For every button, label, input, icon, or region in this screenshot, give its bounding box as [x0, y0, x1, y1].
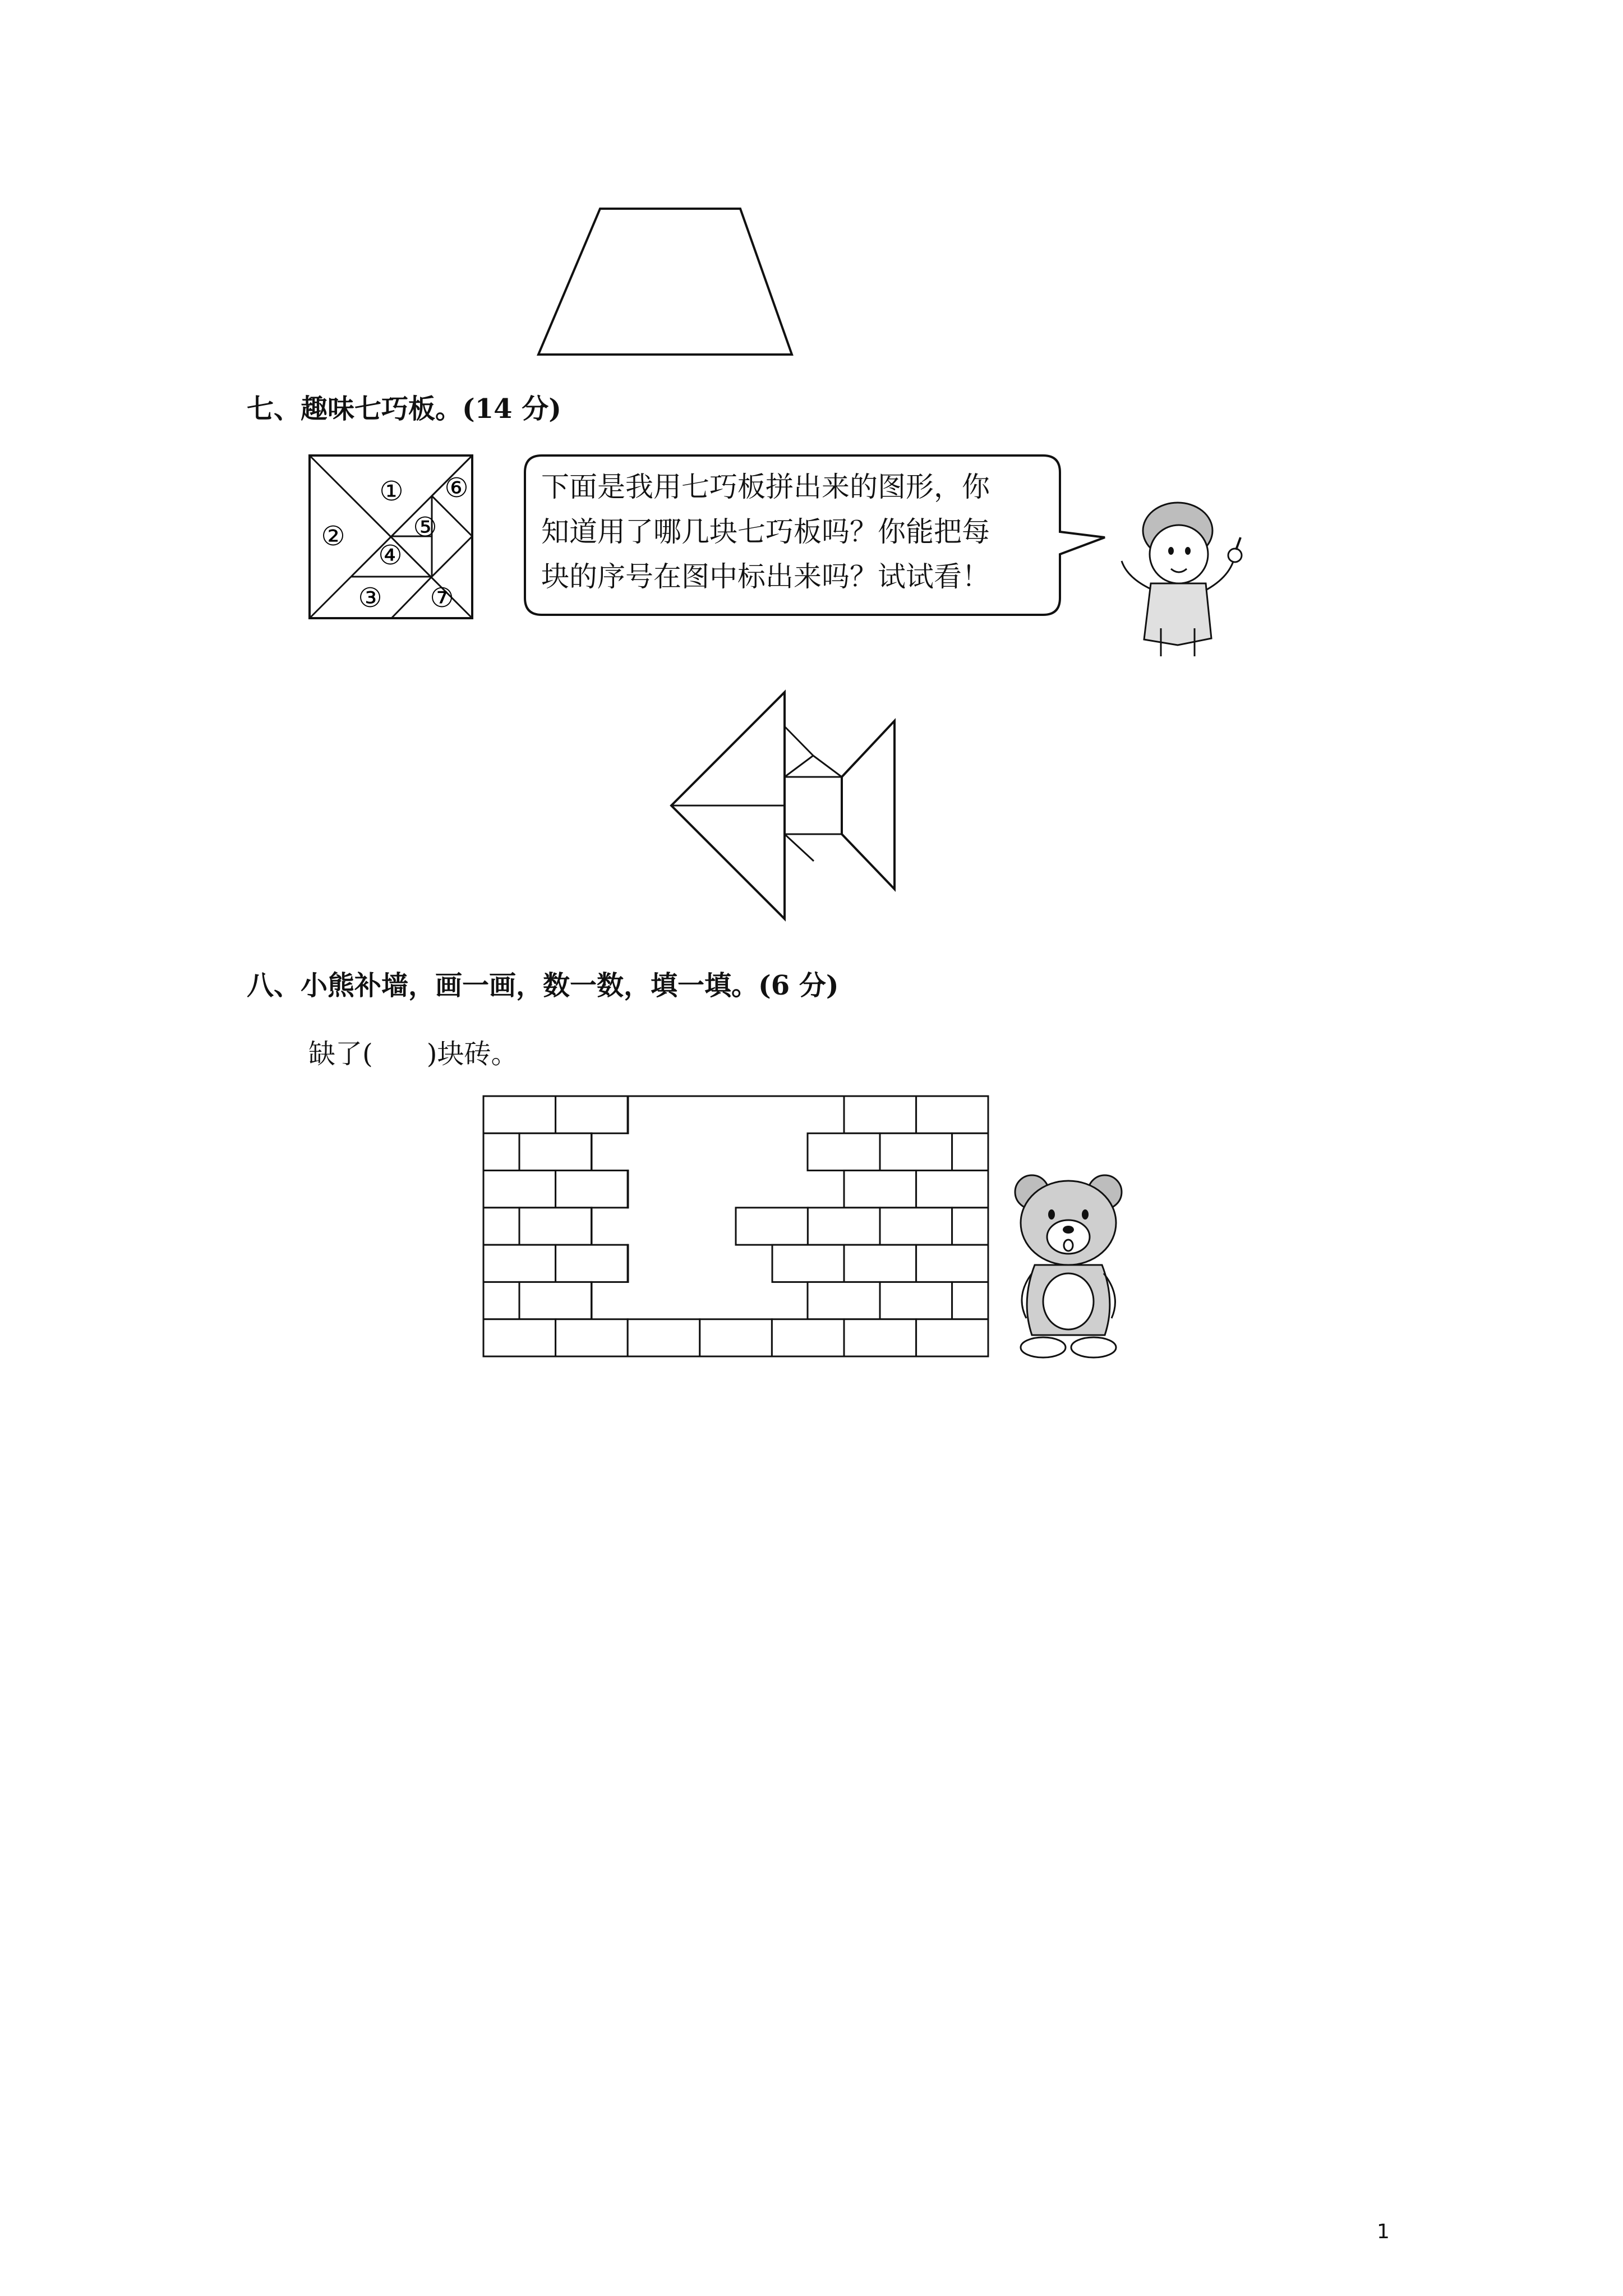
brick-wall [481, 1094, 997, 1363]
boy-pointing-icon [1116, 494, 1251, 662]
section-8-heading: 八、小熊补墙，画一画，数一数，填一填。(6 分) [247, 970, 839, 1001]
brick [916, 1319, 988, 1356]
speech-line-2: 知道用了哪几块七巧板吗？你能把每 [541, 516, 990, 548]
brick [736, 1208, 808, 1245]
brick [556, 1319, 628, 1356]
bear-icon [1009, 1167, 1144, 1369]
page-number: 1 [1377, 2220, 1390, 2243]
brick [772, 1319, 844, 1356]
tangram-reference [308, 454, 477, 623]
brick [556, 1245, 628, 1282]
brick [844, 1171, 916, 1208]
tangram-label-5: ⑤ [413, 512, 437, 543]
brick [808, 1133, 880, 1170]
brick [808, 1208, 880, 1245]
brick [952, 1282, 988, 1319]
brick [952, 1133, 988, 1170]
brick [483, 1133, 519, 1170]
tangram-label-2: ② [321, 521, 345, 552]
brick [556, 1096, 628, 1133]
brick [916, 1171, 988, 1208]
trapezoid-figure [527, 202, 808, 365]
brick [700, 1319, 772, 1356]
tangram-fish [665, 687, 911, 934]
tangram-label-1: ① [379, 476, 404, 507]
brick [628, 1319, 700, 1356]
brick [844, 1096, 916, 1133]
brick [483, 1096, 556, 1133]
brick [556, 1171, 628, 1208]
brick [483, 1282, 519, 1319]
tangram-label-7: ⑦ [430, 582, 454, 614]
brick [844, 1245, 916, 1282]
brick [916, 1245, 988, 1282]
brick [483, 1245, 556, 1282]
tangram-label-6: ⑥ [444, 472, 469, 504]
brick [483, 1171, 556, 1208]
brick [519, 1133, 592, 1170]
tangram-label-3: ③ [358, 582, 382, 614]
speech-line-1: 下面是我用七巧板拼出来的图形，你 [541, 471, 990, 503]
brick [916, 1096, 988, 1133]
brick [519, 1208, 592, 1245]
brick [483, 1319, 556, 1356]
tangram-label-4: ④ [378, 540, 403, 571]
speech-text [541, 464, 990, 599]
speech-line-3: 块的序号在图中标出来吗？试试看！ [541, 560, 990, 593]
brick [772, 1245, 844, 1282]
brick [519, 1282, 592, 1319]
missing-bricks-question[interactable]: 缺了( )块砖。 [308, 1038, 518, 1070]
brick [880, 1282, 952, 1319]
brick [808, 1282, 880, 1319]
brick [844, 1319, 916, 1356]
brick [952, 1208, 988, 1245]
brick [483, 1208, 519, 1245]
brick [880, 1208, 952, 1245]
brick [880, 1133, 952, 1170]
section-7-heading: 七、趣味七巧板。(14 分) [247, 393, 561, 425]
